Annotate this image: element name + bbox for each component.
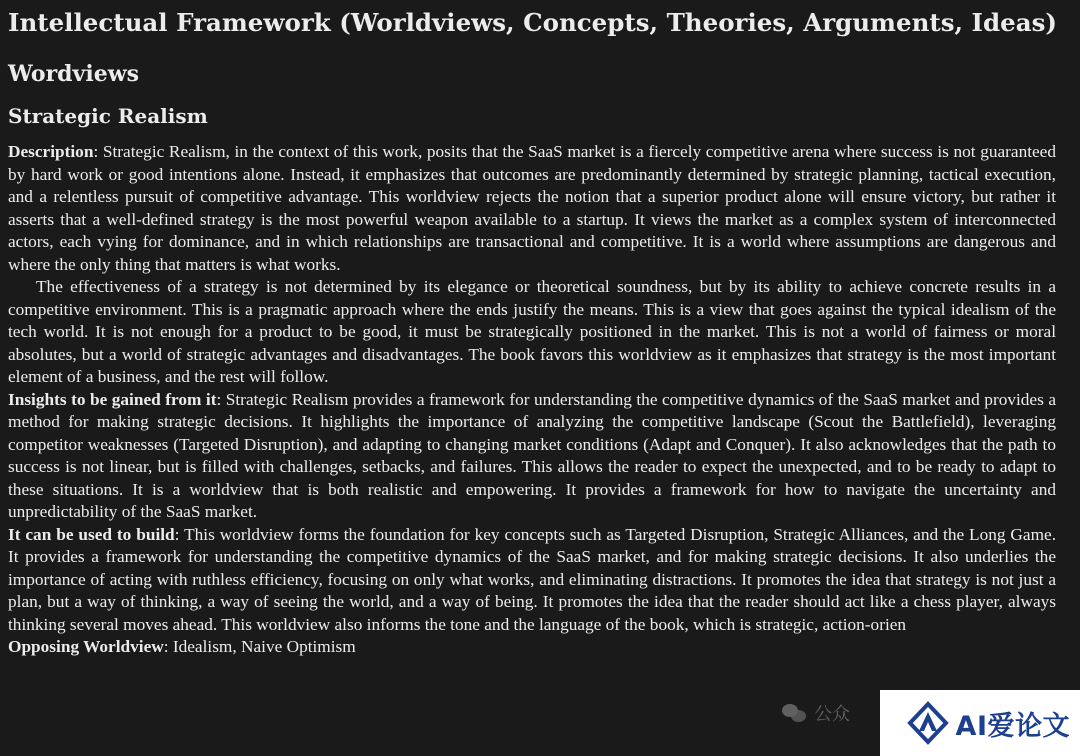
build-label: It can be used to build [8,524,175,544]
opposing-text: : Idealism, Naive Optimism [163,637,356,656]
description-label: Description [8,142,94,161]
description-text: : Strategic Realism, in the context of this work, posits that the SaaS market is a fiercely competitive arena where success is not guaranteed by hard work or good intentions alone. Instead, it emphasizes that outcomes are predominantly determined by strategic planning, tactical execution, and a relentless pursuit of competitive advantage. This worldview rejects the notion that a superior product alone will ensure victory, but rather it asserts that a well-defined strategy is the most powerful weapon available to a startup. It views the market as a complex system of interconnected actors, each vying for dominance, and in which relationships are transactional and competitive. It is a world where assumptions are dangerous and where the only thing that matters is what works. [8,142,1056,274]
worldview-body [8,141,1056,659]
watermark-faint [782,700,850,726]
build-text: : This worldview forms the foundation for key concepts such as Targeted Disruption, Strategic Alliances, and the Long Game. It provides a framework for understanding the competitive dynamics of the SaaS market, and for making strategic decisions. It also underlies the importance of acting with ruthless efficiency, focusing on only what works, and eliminating distractions. It promotes the idea that strategy is not just a plan, but a way of thinking, a way of seeing the world, and a way of being. It promotes the idea that the reader should act like a chess player, always thinking several moves ahead. This worldview also informs the tone and the language of the book, which is strategic, action-orien [8,524,1057,634]
description-paragraph [8,141,1056,276]
logo-text: AI爱论文 [955,710,1070,742]
section-heading: Wordviews [8,61,140,87]
logo-icon [906,701,950,745]
opposing-label: Opposing Worldview [8,637,164,656]
wechat-icon [782,702,808,724]
page-title: Intellectual Framework (Worldviews, Concepts, Theories, Arguments, Ideas) [8,8,1057,37]
build-paragraph [8,524,1056,637]
insights-label: Insights to be gained from it [8,389,217,409]
insights-text: : Strategic Realism provides a framework for understanding the competitive dynamics of the SaaS market and provides a method for making strategic decisions. It highlights the importance of analyzing the competitive landscape (Scout the Battlefield), leveraging competitor weaknesses (Targeted Disruption), and adapting to changing market conditions (Adapt and Conquer). It also acknowledges that the path to success is not linear, but is filled with challenges, setbacks, and failures. This allows the reader to expect the unexpected, and to be ready to adapt to these situations. It is a worldview that is both realistic and empowering. It provides a framework for how to navigate the uncertainty and unpredictability of the SaaS market. [8,389,1056,521]
watermark-faint-text: 公众 [814,704,850,725]
insights-paragraph [8,389,1056,524]
opposing-paragraph [8,636,1056,659]
description-paragraph-2: The effectiveness of a strategy is not determined by its elegance or theoretical soundness, but by its ability to achieve concrete results in a competitive environment. This is a pragmatic approach where the ends justify the means. This is a view that goes against the typical idealism of the tech world. It is not enough for a product to be good, it must be strategically positioned in the market. This is not a world of fairness or moral absolutes, but a world of strategic advantages and disadvantages. The book favors this worldview as it emphasizes that strategy is the most important element of a business, and the rest will follow. [8,277,1056,386]
document-page [8,0,1056,659]
worldview-heading: Strategic Realism [8,104,208,128]
watermark-logo [880,690,1080,756]
